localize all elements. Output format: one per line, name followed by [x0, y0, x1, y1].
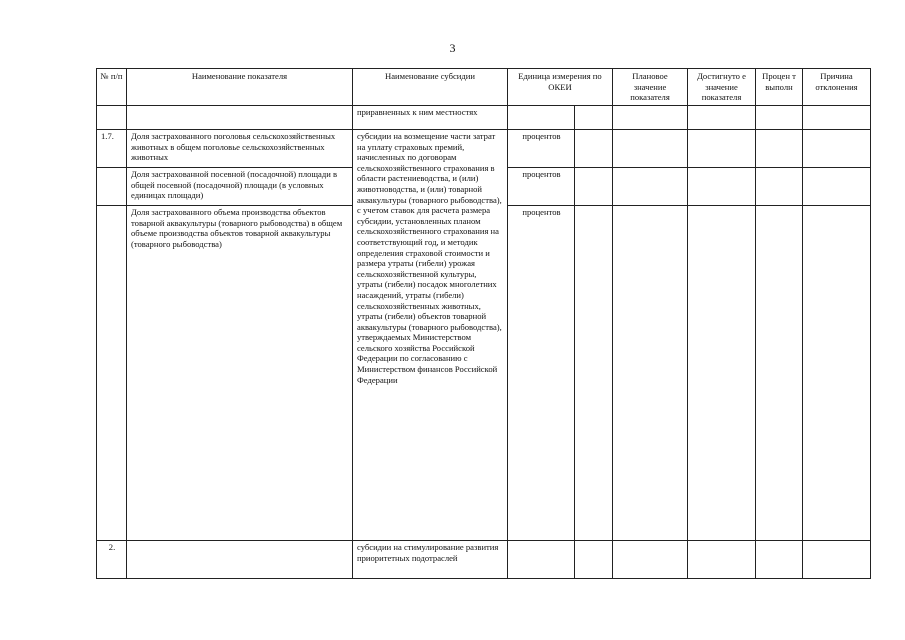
row-indicator: [127, 541, 353, 579]
row-achieved: [688, 541, 756, 579]
row-reason: [803, 106, 871, 130]
row-reason: [803, 168, 871, 206]
table-row: [97, 541, 871, 579]
row-unit-code: [575, 168, 613, 206]
row-planned: [613, 168, 688, 206]
row-subsidy: субсидии на стимулирование развития приоритетных подотраслей: [353, 541, 508, 579]
row-unit: [508, 106, 575, 130]
merged-subsidy-cell: субсидии на возмещение части затрат на уплату страховых премий, начисленных по договорам сельскохозяйственного страхования в области растениеводства, и (или) животноводства, и (или) товарной аквакультуры (товарного рыбоводства), с учетом ставок для расчета размера субсидии, установленных планом сельскохозяйственного страхования на соответствующий год, и методик определения страховой стоимости и размера утраты (гибели) урожая сельскохозяйственной культуры, утраты (гибели) посадок многолетних насаждений, утраты (гибели) сельскохозяйственных животных, утраты (гибели) объектов товарной аквакультуры (товарного рыбоводства), утверждаемых Министерством сельского хозяйства Российской Федерации по согласованию с Министерством финансов Российской Федерации: [353, 130, 508, 541]
row-reason: [803, 541, 871, 579]
row-unit: процентов: [508, 206, 575, 541]
row-unit-code: [575, 206, 613, 541]
row-planned: [613, 130, 688, 168]
row-indicator: Доля застрахованного поголовья сельскохозяйственных животных в общем поголовье сельскохозяйственных животных: [127, 130, 353, 168]
header-reason: Причина отклонения: [803, 69, 871, 106]
row-percent: [756, 106, 803, 130]
indicators-table: [96, 68, 871, 579]
page-number: 3: [449, 41, 456, 55]
row-reason: [803, 206, 871, 541]
row-percent: [756, 168, 803, 206]
header-unit: Единица измерения по ОКЕИ: [508, 69, 613, 106]
row-subsidy: приравненных к ним местностях: [353, 106, 508, 130]
row-indicator: Доля застрахованного объема производства объектов товарной аквакультуры (товарного рыбоводства) в общем объеме производства объектов товарной аквакультуры (товарного рыбоводства): [127, 206, 353, 541]
table-row: [97, 106, 871, 130]
header-percent: Процен т выполн: [756, 69, 803, 106]
row-unit-code: [575, 130, 613, 168]
row-unit-code: [575, 541, 613, 579]
row-planned: [613, 206, 688, 541]
row-num: [97, 106, 127, 130]
header-subsidy: Наименование субсидии: [353, 69, 508, 106]
row-percent: [756, 541, 803, 579]
row-achieved: [688, 206, 756, 541]
row-planned: [613, 106, 688, 130]
row-num: 1.7.: [97, 130, 127, 168]
row-percent: [756, 206, 803, 541]
row-achieved: [688, 130, 756, 168]
header-num: № п/п: [97, 69, 127, 106]
header-indicator: Наименование показателя: [127, 69, 353, 106]
row-indicator: Доля застрахованной посевной (посадочной) площади в общей посевной (посадочной) площади (в условных единицах площади): [127, 168, 353, 206]
row-indicator: [127, 106, 353, 130]
header-planned: Плановое значение показателя: [613, 69, 688, 106]
row-unit: [508, 541, 575, 579]
row-achieved: [688, 106, 756, 130]
row-num: [97, 168, 127, 206]
row-reason: [803, 130, 871, 168]
table-header-row: [97, 69, 871, 106]
header-achieved: Достигнуто е значение показателя: [688, 69, 756, 106]
row-percent: [756, 130, 803, 168]
row-num: 2.: [97, 541, 127, 579]
row-unit-code: [575, 106, 613, 130]
row-achieved: [688, 168, 756, 206]
row-num: [97, 206, 127, 541]
table-row: [97, 130, 871, 168]
row-unit: процентов: [508, 130, 575, 168]
row-planned: [613, 541, 688, 579]
row-unit: процентов: [508, 168, 575, 206]
